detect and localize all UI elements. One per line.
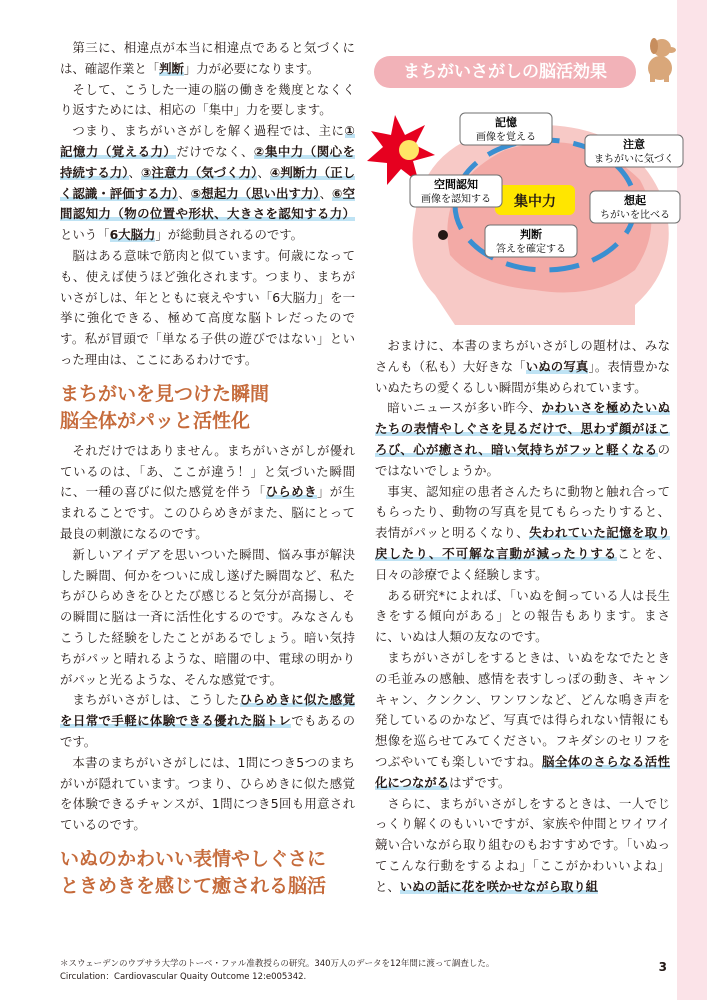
node-spatial xyxy=(410,175,502,207)
paragraph: ある研究*によれば、「いぬを飼っている人は長生きをする傾向がある」との報告もあります。まさに、いぬは人類の友なのです。 xyxy=(375,587,670,645)
heading-line: 脳全体がパッと活性化 xyxy=(60,409,251,432)
page-number: 3 xyxy=(658,960,667,974)
highlight: かわいさを極めたいぬたちの表情やしぐさを見るだけで、思わず顔がほころび、心が癒され、暗い気持ちがフッと軽くなる xyxy=(375,400,670,457)
center-label: 集中力 xyxy=(514,194,556,210)
sidebar-title: まちがいさがしの脳活効果 xyxy=(374,56,636,88)
heading-line: まちがいを見つけた瞬間 xyxy=(60,382,270,405)
dog-icon xyxy=(640,34,678,82)
left-column xyxy=(60,38,355,906)
svg-text:空間認知: 空間認知 xyxy=(434,178,478,191)
paragraph: まちがいさがしをするときは、いぬをなでたときの毛並みの感触、感情を表すしっぽの動き、キャンキャン、クンクン、ワンワンなど、どんな鳴き声を発しているのかなど、写真では得られない情報にも想像を巡らせてみてください。フキダシのセリフをつぶやいても楽しいですね。脳全体のさらなる活性化につながるはずです。 xyxy=(375,649,671,790)
paragraph: 暗いニュースが多い昨今、かわいさを極めたいぬたちの表情やしぐさを見るだけで、思わず顔がほころび、心が癒され、暗い気持ちがフッと軽くなるのではないでしょうか。 xyxy=(375,400,670,478)
svg-text:注意: 注意 xyxy=(623,138,645,151)
footnote-line: Circulation：Cardiovascular Quaity Outcome 12:e005342. xyxy=(60,972,307,982)
highlight: ⑤想起力（思い出す力） xyxy=(190,185,320,201)
highlight: ④判断力（正しく認識・評価する力） xyxy=(60,164,355,201)
paragraph: つまり、まちがいさがしを解く過程では、主に①記憶力（覚える力）だけでなく、②集中力（関心を持続する力）、③注意力（気づく力）、④判断力（正しく認識・評価する力）、⑤想起力（思い出す力）、⑥空間認知力（物の位置や形状、大きさを認知する力）という「6大脳力」が総動員されるのです。 xyxy=(60,123,355,243)
highlight: いぬの話に花を咲かせながら取り組 xyxy=(399,878,599,894)
paragraph: それだけではありません。まちがいさがしが優れているのは、「あ、ここが違う！」と気づいた瞬間に、一種の喜びに似た感覚を伴う「ひらめき」が生まれることです。このひらめきがまた、脳にとって最良の刺激になるのです。 xyxy=(60,442,356,541)
highlight: ⑥空間認知力（物の位置や形状、大きさを認知する力） xyxy=(60,185,355,222)
paragraph: 事実、認知症の患者さんたちに動物と触れ合ってもらったり、動物の写真を見てもらったりすると、表情がパッと明るくなり、失われていた記憶を取り戻したり、不可解な言動が減ったりすることを、日々の診療でよく経験します。 xyxy=(375,483,671,582)
highlight: いぬの写真 xyxy=(525,358,589,374)
section-heading-2 xyxy=(60,846,355,900)
paragraph: さらに、まちがいさがしをするときは、一人でじっくり解くのもいいですが、家族や仲間とワイワイ競い合いながら取り組むのもおすすめです。「いぬってこんな行動をするよね」「ここがかわいいよね」と、いぬの話に花を咲かせながら取り組 xyxy=(375,795,670,894)
node-attention xyxy=(585,135,683,167)
footnote-line: ＊スウェーデンのウプサラ大学のトーベ・ファル准教授らの研究。340万人のデータを12年間に渡って調査した。 xyxy=(60,959,495,969)
node-recall xyxy=(590,191,680,223)
highlight: ひらめき xyxy=(265,484,317,500)
node-memory xyxy=(460,113,552,145)
paragraph: おまけに、本書のまちがいさがしの題材は、みなさんも（私も）大好きな「いぬの写真」。表情豊かないぬたちの愛くるしい瞬間が集められています。 xyxy=(375,338,671,395)
highlight: 判断 xyxy=(159,60,184,76)
svg-text:判断: 判断 xyxy=(520,228,542,241)
brain-diagram xyxy=(365,95,685,325)
lightbulb-icon xyxy=(399,140,419,160)
svg-text:まちがいに気づく: まちがいに気づく xyxy=(594,154,674,165)
paragraph: 脳はある意味で筋肉と似ています。何歳になっても、使えば使うほど強化されます。つまり、まちがいさがしは、年とともに衰えやすい「6大脳力」を一挙に強化できる、極めて高度な脳トレだったのです。私が冒頭で「単なる子供の遊びではない」といった理由は、ここにあるわけです。 xyxy=(60,247,355,367)
highlight: ③注意力（気づく力） xyxy=(140,164,258,180)
svg-text:ちがいを比べる: ちがいを比べる xyxy=(600,210,670,221)
highlight: ①記憶力（覚える力） xyxy=(60,123,355,159)
footnote xyxy=(60,958,640,984)
paragraph: 新しいアイデアを思いついた瞬間、悩み事が解決した瞬間、何かをついに成し遂げた瞬間など、私たちがひらめきをひとたび感じると気分が高揚し、その瞬間に脳は一斉に活性化するのです。みなさんもこうした経験をしたことがあるでしょう。暗い気持ちがパッと晴れるような、暗闇の中、電球の明かりがパッと光るような、そんな感覚です。 xyxy=(60,546,355,687)
svg-text:想起: 想起 xyxy=(624,194,646,207)
paragraph: 第三に、相違点が本当に相違点であると気づくには、確認作業と「判断」力が必要になります。 xyxy=(60,40,355,76)
highlight: ひらめきに似た感覚を日常で手軽に体験できる優れた脳トレ xyxy=(60,692,356,729)
svg-text:画像を認知する: 画像を認知する xyxy=(421,194,491,205)
eye xyxy=(438,230,448,240)
heading-line: ときめきを感じて癒される脳活 xyxy=(60,874,327,897)
paragraph: 本書のまちがいさがしには、1問につき5つのまちがいが隠れています。つまり、ひらめきに似た感覚を体験できるチャンスが、1問につき5回も用意されているのです。 xyxy=(60,754,355,833)
right-column xyxy=(375,336,670,898)
svg-text:記憶: 記憶 xyxy=(495,116,517,129)
svg-text:答えを確定する: 答えを確定する xyxy=(496,244,566,255)
paragraph: まちがいさがしは、こうしたひらめきに似た感覚を日常で手軽に体験できる優れた脳トレでもあるのです。 xyxy=(60,692,356,749)
highlight: 6大脳力 xyxy=(109,227,156,243)
svg-text:画像を覚える: 画像を覚える xyxy=(476,132,536,143)
paragraph: そして、こうした一連の脳の働きを幾度となくくり返すためには、相応の「集中」力を要します。 xyxy=(60,81,355,118)
highlight: 失われていた記憶を取り戻したり、不可解な言動が減ったりする xyxy=(375,525,671,561)
highlight: 脳全体のさらなる活性化につながる xyxy=(375,753,671,790)
highlight: ②集中力（関心を持続する力） xyxy=(60,143,355,180)
heading-line: いぬのかわいい表情やしぐさに xyxy=(60,847,327,870)
section-heading-1 xyxy=(60,381,355,435)
node-judgment xyxy=(485,225,577,257)
